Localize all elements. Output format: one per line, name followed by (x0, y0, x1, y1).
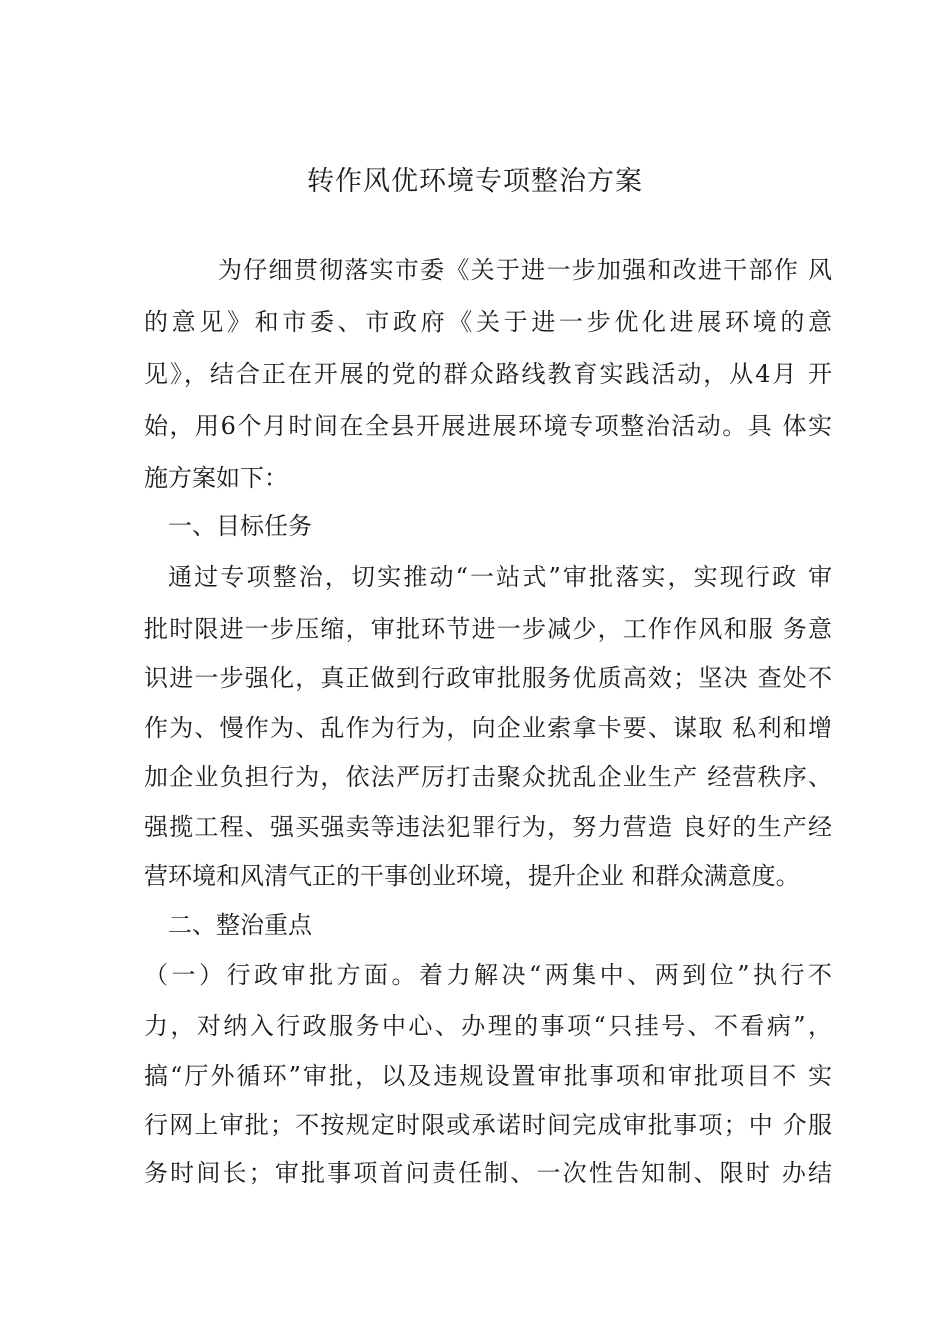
paragraph-line: 强揽工程、强买强卖等违法犯罪行为，努力营造 良好的生产经 (144, 813, 832, 841)
paragraph-line: 施方案如下： (144, 464, 288, 492)
section-heading: 二、整治重点 (168, 911, 312, 939)
paragraph-line: 力，对纳入行政服务中心、办理的事项“只挂号、不看病”， (144, 1012, 832, 1040)
paragraph-line: 通过专项整治，切实推动“一站式”审批落实，实现行政 审 (168, 563, 832, 591)
paragraph-line: 加企业负担行为，依法严厉打击聚众扰乱企业生产 经营秩序、 (144, 763, 832, 791)
section-heading: 一、目标任务 (168, 512, 312, 540)
paragraph-line: 搞“厅外循环”审批，以及违规设置审批事项和审批项目不 实 (144, 1062, 832, 1090)
paragraph-line: 务时间长；审批事项首问责任制、一次性告知制、限时 办结 (144, 1159, 832, 1187)
paragraph-line: 始，用6个月时间在全县开展进展环境专项整治活动。具 体实 (144, 412, 832, 440)
paragraph-line: 的意见》和市委、市政府《关于进一步优化进展环境的意 (144, 308, 832, 336)
paragraph-line: 为仔细贯彻落实市委《关于进一步加强和改进干部作 风 (218, 256, 832, 284)
paragraph-line: 营环境和风清气正的干事创业环境，提升企业 和群众满意度。 (144, 862, 800, 890)
paragraph-line: 行网上审批；不按规定时限或承诺时间完成审批事项；中 介服 (144, 1111, 832, 1139)
paragraph-line: （一）行政审批方面。着力解决“两集中、两到位”执行不 (144, 961, 832, 989)
paragraph-line: 识进一步强化，真正做到行政审批服务优质高效；坚决 查处不 (144, 664, 832, 692)
paragraph-line: 作为、慢作为、乱作为行为，向企业索拿卡要、谋取 私利和增 (144, 714, 832, 742)
document-title: 转作风优环境专项整治方案 (307, 166, 643, 197)
paragraph-line: 批时限进一步压缩，审批环节进一步减少，工作作风和服 务意 (144, 615, 832, 643)
paragraph-line: 见》，结合正在开展的党的群众路线教育实践活动，从4月 开 (144, 360, 832, 388)
